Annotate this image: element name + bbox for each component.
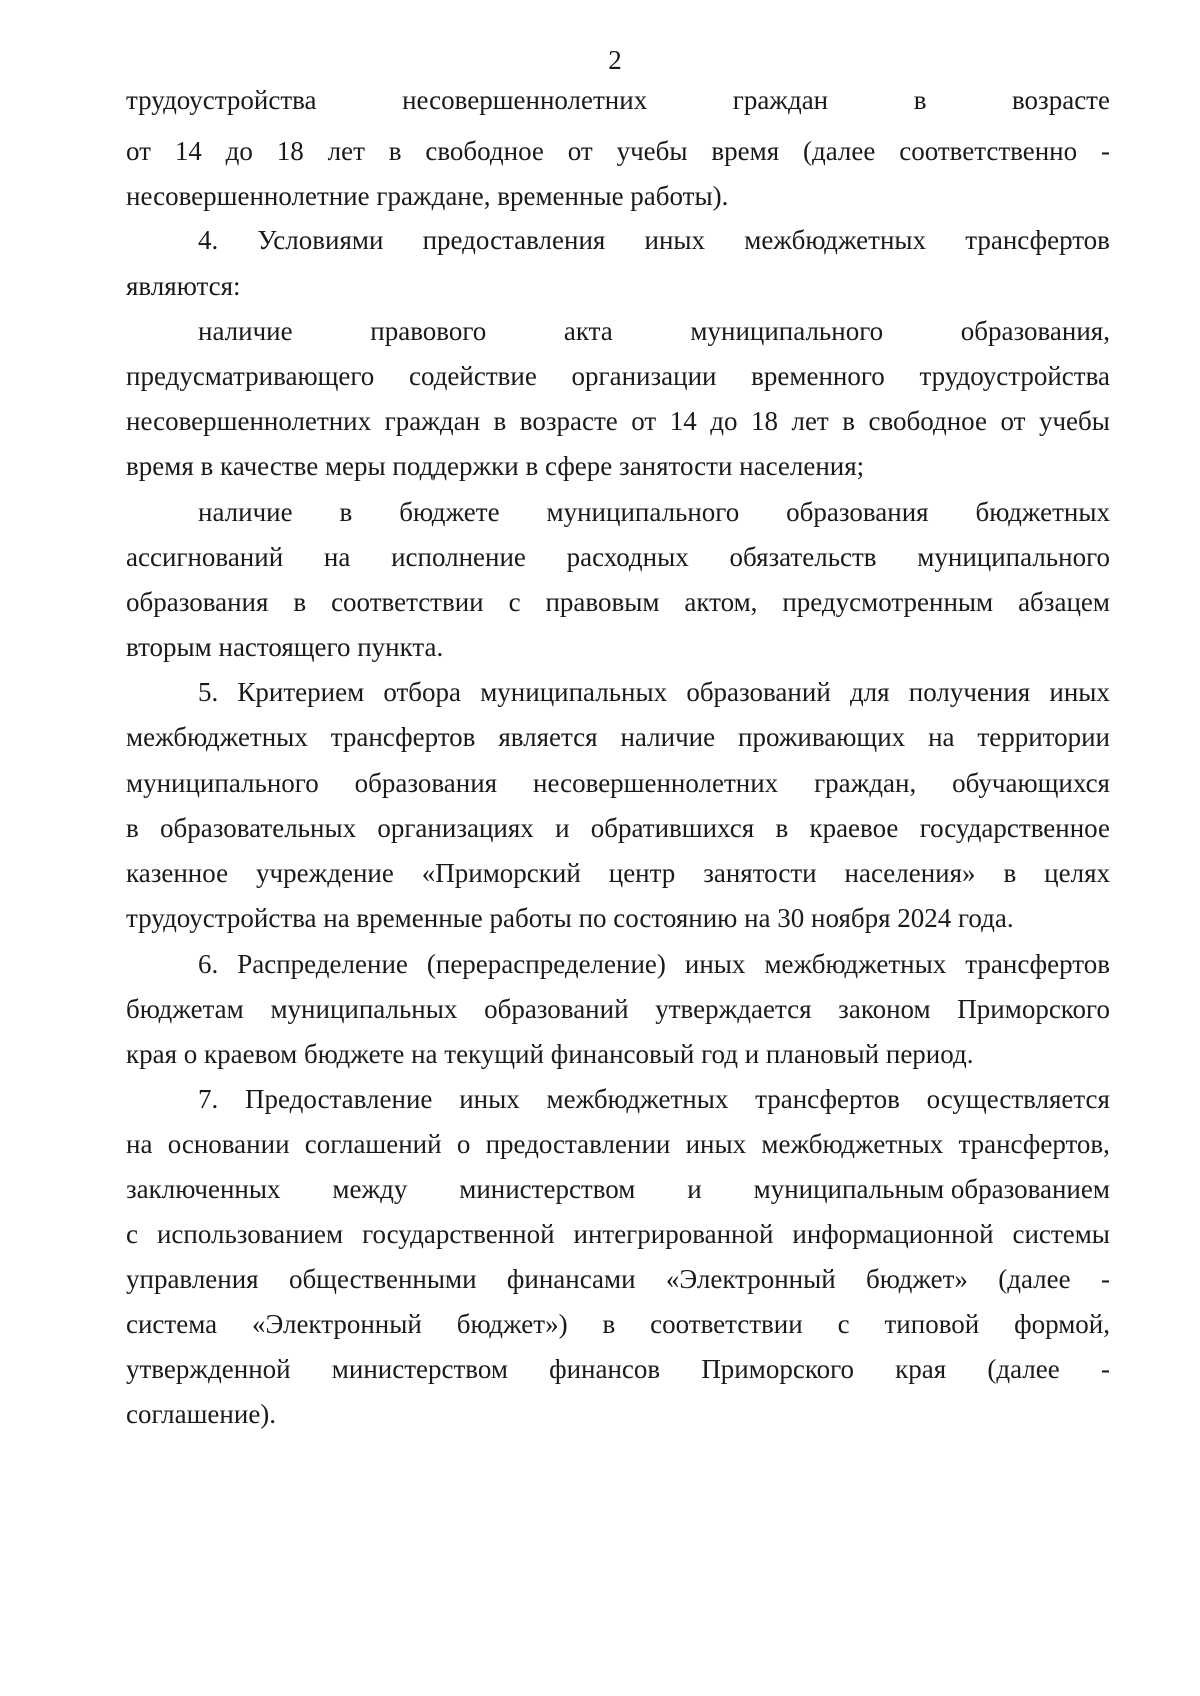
word: трансфертов <box>965 949 1110 979</box>
word: в <box>126 813 139 843</box>
page-number: 2 <box>608 45 622 75</box>
text-line <box>126 403 1110 439</box>
word: муниципальных <box>270 994 458 1024</box>
word: отбора <box>383 677 462 707</box>
word: от <box>126 136 151 166</box>
word: целях <box>1044 858 1110 888</box>
word: межбюджетных <box>764 949 947 979</box>
word: учебы <box>616 136 688 166</box>
word: утверждается <box>655 994 812 1024</box>
word: Критерием <box>237 677 365 707</box>
word: несовершеннолетних <box>126 406 372 436</box>
word: занятости <box>703 858 817 888</box>
word: - <box>1100 1264 1110 1294</box>
word: обязательств <box>729 542 877 572</box>
text-line: являются: <box>126 271 241 301</box>
word: 4. <box>198 225 219 255</box>
word: муниципальным образованием <box>753 1174 1110 1204</box>
word: края <box>895 1354 947 1384</box>
word: казенное <box>126 858 229 888</box>
text-line <box>126 1306 1110 1342</box>
text-line: время в качестве меры поддержки в сфере занятости населения; <box>126 451 865 481</box>
word: 18 <box>276 136 304 166</box>
word: о <box>456 1129 471 1159</box>
text-line <box>198 222 1110 258</box>
word: 14 <box>669 406 697 436</box>
word: трансфертов <box>330 722 476 752</box>
text-line <box>198 494 1110 530</box>
word: использованием <box>156 1219 344 1249</box>
word: 14 <box>174 136 202 166</box>
word: финансами <box>506 1264 636 1294</box>
word: системы <box>1012 1219 1110 1249</box>
word: государственное <box>919 813 1110 843</box>
text-line <box>126 1261 1110 1297</box>
word: организациях <box>377 813 534 843</box>
word: между <box>332 1174 408 1204</box>
word: возрасте <box>1011 85 1110 115</box>
word: трансфертов, <box>958 1129 1110 1159</box>
text-line <box>126 358 1110 394</box>
word: бюджет») <box>456 1309 568 1339</box>
text-line <box>126 765 1110 801</box>
word: для <box>849 677 890 707</box>
word: лет <box>791 406 829 436</box>
word: территории <box>977 722 1110 752</box>
word: с <box>837 1309 850 1339</box>
text-line <box>126 1171 1110 1207</box>
word: иных <box>685 1129 747 1159</box>
word: иных <box>684 949 746 979</box>
word: обратившихся <box>590 813 755 843</box>
word: заключенных <box>126 1174 281 1204</box>
word: наличие <box>198 497 293 527</box>
text-line <box>126 584 1110 620</box>
word: - <box>1100 1354 1110 1384</box>
word: (далее <box>802 136 876 166</box>
word: исполнение <box>391 542 526 572</box>
text-line <box>198 674 1110 710</box>
word: управления <box>126 1264 259 1294</box>
word: трудоустройства <box>126 85 317 115</box>
word: абзацем <box>1018 587 1110 617</box>
word: бюджетных <box>975 497 1110 527</box>
word: центр <box>608 858 676 888</box>
word: образовательных <box>160 813 357 843</box>
text-line <box>126 539 1110 575</box>
word: предусматривающего <box>126 361 375 391</box>
word: образований <box>484 994 629 1024</box>
word: иных <box>459 1084 520 1114</box>
word: типовой <box>884 1309 980 1339</box>
word: от <box>1000 406 1026 436</box>
word: муниципального <box>126 768 319 798</box>
word: муниципального <box>690 316 884 346</box>
text-line: края о краевом бюджете на текущий финансовый год и плановый период. <box>126 1039 974 1069</box>
word: - <box>1101 136 1110 166</box>
word: Условиями <box>257 225 384 255</box>
text-line <box>126 855 1110 891</box>
word: на <box>126 1129 153 1159</box>
word: общественными <box>288 1264 477 1294</box>
word: образования <box>354 768 498 798</box>
word: межбюджетных <box>744 225 927 255</box>
text-line <box>198 313 1110 349</box>
word: до <box>710 406 738 436</box>
text-line <box>126 810 1110 846</box>
word: муниципального <box>546 497 740 527</box>
word: с <box>126 1219 138 1249</box>
word: правового <box>370 316 487 346</box>
word: осуществляется <box>926 1084 1110 1114</box>
text-line <box>126 1351 1110 1387</box>
word: (далее <box>987 1354 1060 1384</box>
word: несовершеннолетних <box>533 768 779 798</box>
word: на <box>928 722 955 752</box>
word: является <box>498 722 598 752</box>
word: в <box>842 406 855 436</box>
word: предоставлении <box>485 1129 671 1159</box>
word: ассигнований <box>126 542 284 572</box>
text-line <box>126 991 1110 1027</box>
word: в <box>493 406 507 436</box>
word: от <box>631 406 657 436</box>
word: трансфертов <box>755 1084 900 1114</box>
word: в <box>602 1309 616 1339</box>
word: в <box>1003 858 1017 888</box>
text-line <box>198 946 1110 982</box>
word: содействие <box>408 361 537 391</box>
word: несовершеннолетних <box>402 85 648 115</box>
word: возрасте <box>519 406 618 436</box>
word: образования <box>786 497 929 527</box>
word: межбюджетных <box>761 1129 944 1159</box>
word: трудоустройства <box>919 361 1110 391</box>
text-line <box>126 719 1110 755</box>
word: соответствии <box>650 1309 803 1339</box>
word: Приморского <box>701 1354 854 1384</box>
word: лет <box>327 136 365 166</box>
word: от <box>567 136 593 166</box>
word: с <box>508 587 521 617</box>
word: и <box>687 1174 702 1204</box>
word: (далее <box>998 1264 1071 1294</box>
word: наличие <box>620 722 716 752</box>
word: Предоставление <box>245 1084 433 1114</box>
word: краевое <box>809 813 899 843</box>
word: в <box>293 587 307 617</box>
word: (перераспределение) <box>426 949 666 979</box>
text-line <box>126 1126 1110 1162</box>
word: образования <box>126 587 269 617</box>
word: соответствии <box>331 587 484 617</box>
word: расходных <box>566 542 689 572</box>
word: межбюджетных <box>126 722 308 752</box>
word: в <box>913 85 927 115</box>
word: трансфертов <box>965 225 1110 255</box>
text-line <box>198 1081 1110 1117</box>
word: иных <box>1049 677 1110 707</box>
word: свободное <box>425 136 544 166</box>
word: правовым <box>545 587 660 617</box>
word: предусмотренным <box>782 587 994 617</box>
word: интегрированной <box>573 1219 774 1249</box>
word: министерством <box>331 1354 508 1384</box>
word: и <box>555 813 570 843</box>
word: 5. <box>198 677 219 707</box>
text-line <box>126 1216 1110 1252</box>
text-line: трудоустройства на временные работы по состоянию на 30 ноября 2024 года. <box>126 903 1014 933</box>
word: проживающих <box>738 722 906 752</box>
word: межбюджетных <box>546 1084 729 1114</box>
word: учебы <box>1038 406 1110 436</box>
word: организации <box>571 361 717 391</box>
word: граждан <box>384 406 481 436</box>
word: 18 <box>750 406 778 436</box>
word: актом, <box>684 587 758 617</box>
word: акта <box>563 316 613 346</box>
text-line: вторым настоящего пункта. <box>126 632 444 662</box>
word: соответственно <box>899 136 1078 166</box>
word: формой, <box>1014 1309 1110 1339</box>
word: информационной <box>792 1219 994 1249</box>
word: законом <box>838 994 931 1024</box>
word: муниципальных <box>480 677 668 707</box>
text-line: соглашение). <box>126 1399 277 1429</box>
word: «Электронный <box>665 1264 836 1294</box>
word: учреждение <box>256 858 394 888</box>
word: временного <box>751 361 885 391</box>
text-line: несовершеннолетние граждане, временные работы). <box>126 181 729 211</box>
word: получения <box>908 677 1031 707</box>
word: в <box>388 136 402 166</box>
word: в <box>339 497 353 527</box>
text-line <box>126 133 1110 169</box>
word: обучающихся <box>952 768 1110 798</box>
word: граждан <box>732 85 829 115</box>
word: финансов <box>549 1354 661 1384</box>
word: бюджете <box>399 497 500 527</box>
word: иных <box>644 225 706 255</box>
word: 7. <box>198 1084 219 1114</box>
word: в <box>775 813 789 843</box>
word: система <box>126 1309 218 1339</box>
word: образования, <box>960 316 1110 346</box>
word: время <box>711 136 780 166</box>
word: утвержденной <box>126 1354 291 1384</box>
word: 6. <box>198 949 219 979</box>
word: наличие <box>198 316 293 346</box>
word: «Электронный <box>252 1309 422 1339</box>
word: образований <box>686 677 831 707</box>
word: государственной <box>362 1219 555 1249</box>
word: министерством <box>459 1174 636 1204</box>
word: соглашений <box>304 1129 442 1159</box>
word: свободное <box>868 406 987 436</box>
word: на <box>323 542 351 572</box>
word: муниципального <box>917 542 1110 572</box>
text-line <box>126 82 1110 118</box>
word: до <box>225 136 253 166</box>
word: Распределение <box>237 949 408 979</box>
word: Приморского <box>957 994 1110 1024</box>
word: бюджетам <box>126 994 244 1024</box>
word: «Приморский <box>421 858 581 888</box>
word: бюджет» <box>866 1264 968 1294</box>
word: основании <box>167 1129 290 1159</box>
word: граждан, <box>814 768 917 798</box>
word: предоставления <box>422 225 606 255</box>
word: населения» <box>844 858 976 888</box>
